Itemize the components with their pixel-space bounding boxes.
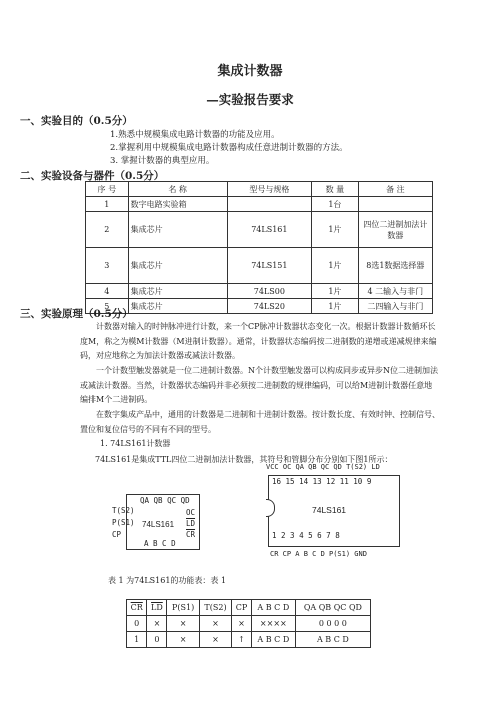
table-header: T(S2) (199, 600, 231, 616)
table-cell: 74LS161 (227, 212, 311, 248)
table-cell: 1 (127, 632, 147, 648)
table-header: QA QB QC QD (295, 600, 370, 616)
function-table (126, 599, 371, 648)
table-row (127, 616, 371, 632)
table-cell: 74LS00 (227, 284, 311, 299)
table-cell: × (167, 616, 199, 632)
table-cell: 集成芯片 (128, 299, 227, 314)
pinout-diagram (262, 463, 412, 563)
table-row (86, 299, 433, 314)
table-cell: × (167, 632, 199, 648)
table-cell: 2 (86, 212, 129, 248)
table-header-row (86, 182, 433, 197)
symbol-pin-p: P(S1) (112, 518, 135, 527)
principle-paragraph: 计数器对输入的时钟脉冲进行计数，来一个CP脉冲计数器状态变化一次。根据计数器计数循环长度M，称之为模M计数器（M进制计数器）。通常，计数器状态编码按二进制数的递增或递减规律来编码，对应地称之为加法计数器或减法计数器。 (80, 322, 437, 360)
doc-subtitle: —实验报告要求 (206, 92, 294, 107)
table-cell: 1片 (312, 299, 359, 314)
section-heading-equipment: 二、实验设备与器件（0.5分） (20, 170, 165, 182)
table-cell: 0 (127, 616, 147, 632)
symbol-pin-cp: CP (112, 530, 122, 539)
table-row (86, 197, 433, 212)
section-heading-purpose: 一、实验目的（0.5分） (20, 115, 133, 127)
logic-symbol (112, 494, 212, 554)
table-cell: 1 (86, 197, 129, 212)
table-header: $\overline{CR}$ (127, 600, 147, 616)
table-row (127, 632, 371, 648)
table-cell: 1片 (312, 284, 359, 299)
table-header: 型号与规格 (227, 182, 311, 197)
table-row (86, 248, 433, 284)
table-cell: × (199, 616, 231, 632)
symbol-bottom-pins: A B C D (144, 539, 176, 548)
table-cell: 4 (86, 284, 129, 299)
table-cell: 集成芯片 (128, 212, 227, 248)
symbol-pin-t: T(S2) (112, 506, 135, 515)
table-row (86, 284, 433, 299)
table-cell: A B C D (295, 632, 370, 648)
subsection-heading: 1. 74LS161计数器 (100, 439, 171, 448)
equipment-table (85, 181, 433, 314)
table-cell: 1片 (312, 248, 359, 284)
table-cell: 二四输入与非门 (358, 299, 432, 314)
principle-paragraph: 一个计数型触发器就是一位二进制计数器。N个计数型触发器可以构成同步或异步N位二进制加法或减法计数器。当然，计数器状态编码并非必须按二进制数的规律编码，可以给M进制计数器任意地编排M个二进制码。 (80, 366, 438, 404)
table-cell: 集成芯片 (128, 248, 227, 284)
table-cell: 74LS151 (227, 248, 311, 284)
table-header: 数 量 (312, 182, 359, 197)
table-cell: 0 0 0 0 (295, 616, 370, 632)
table-row (86, 212, 433, 248)
table-header: 名 称 (128, 182, 227, 197)
table-cell: × (232, 616, 252, 632)
table-cell: ×××× (251, 616, 295, 632)
table-header: CP (232, 600, 252, 616)
table-header-row (127, 600, 371, 616)
table-cell: 集成芯片 (128, 284, 227, 299)
symbol-chip-name: 74LS161 (142, 520, 175, 529)
principle-paragraph: 在数字集成产品中，通用的计数器是二进制和十进制计数器。按计数长度、有效时钟、控制信号、置位和复位信号的不同有不同的型号。 (80, 410, 440, 434)
table-header: $\overline{LD}$ (147, 600, 167, 616)
table-cell (358, 197, 432, 212)
principle-paragraph: 74LS161是集成TTL四位二进制加法计数器，其符号和管脚分布分别如下图1所示： (95, 455, 393, 464)
table-cell: 74LS20 (227, 299, 311, 314)
symbol-pin-cr: $\overline{CR}$ (186, 530, 196, 539)
table-header: 备 注 (358, 182, 432, 197)
purpose-item: 2.掌握利用中规模集成电路计数器构成任意进制计数器的方法。 (110, 143, 348, 153)
section-heading-principle: 三、实验原理（0.5分） (20, 308, 133, 320)
table-cell: 5 (86, 299, 129, 314)
table-cell: 0 (147, 632, 167, 648)
table-cell: 1台 (312, 197, 359, 212)
table-cell: ↑ (232, 632, 252, 648)
pinout-chip-name: 74LS161 (312, 505, 347, 515)
symbol-pin-ld: $\overline{LD}$ (186, 519, 196, 528)
table-cell: × (199, 632, 231, 648)
purpose-item: 1.熟悉中规模集成电路计数器的功能及应用。 (110, 130, 280, 140)
table-header: P(S1) (167, 600, 199, 616)
symbol-pin-oc: OC (186, 508, 196, 517)
table-cell: 数字电路实验箱 (128, 197, 227, 212)
table-cell: 8选1数据选择器 (358, 248, 432, 284)
doc-title: 集成计数器 (217, 64, 283, 79)
table-cell: × (147, 616, 167, 632)
pinout-bottom-numbers: 1 2 3 4 5 6 7 8 (272, 531, 340, 540)
table-cell: 3 (86, 248, 129, 284)
table-cell: 4 二输入与非门 (358, 284, 432, 299)
table-cell: 1片 (312, 212, 359, 248)
pinout-top-numbers: 16 15 14 13 12 11 10 9 (272, 477, 372, 486)
table-cell: A B C D (251, 632, 295, 648)
table-header: A B C D (251, 600, 295, 616)
purpose-item: 3. 掌握计数器的典型应用。 (110, 156, 215, 166)
pinout-top-labels: VCC OC QA QB QC QD T(S2) LD (266, 463, 380, 471)
table-cell: 四位二进制加法计数器 (358, 212, 432, 248)
table-cell (227, 197, 311, 212)
table-header: 序 号 (86, 182, 129, 197)
pinout-bottom-labels: CR CP A B C D P(S1) GND (270, 550, 367, 558)
table-caption: 表 1 为74LS161的功能表：表 1 (108, 576, 227, 585)
symbol-top-pins: QA QB QC QD (140, 496, 190, 505)
